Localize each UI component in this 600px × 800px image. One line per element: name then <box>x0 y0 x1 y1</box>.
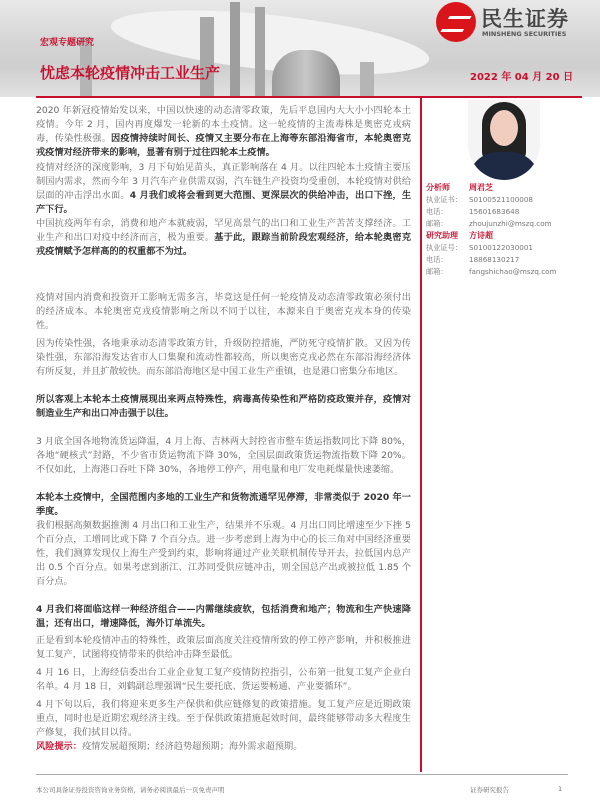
assistant-email[interactable]: fangshichao@mszq.com <box>469 267 557 276</box>
paragraph: 正是看到本轮疫情冲击的特殊性，政策层面高度关注疫情所致的停工停产影响，并积极推进复工复产，试图将疫情带来的供给冲击降至最低。 <box>36 635 411 660</box>
column-divider <box>420 97 422 772</box>
paragraph: 3 月底全国各地物流货运降温，4 月上海、吉林两大封控省市整车货运指数同比下降 80%，各地“硬核式”封路，不少省市货运物流下降 30%，全国层面政策货运物流指数下降 20%。不仅如此，上海港口吞吐下降 30%，各地停工停产，用电量和电厂发电耗煤量快速萎缩。 <box>36 436 411 475</box>
footer-divider <box>36 774 568 775</box>
page-number: 1 <box>558 785 563 793</box>
paragraph: 因为传染性强，各地秉承动态清零政策方针，升级防控措施，严防死守疫情扩散。又因为传染性强，东部沿海发达省市人口集聚和流动性都较高，所以奥密克戎必然在东部沿海经济体有所反复，并且扩散较快。而东部沿海地区是中国工业生产重镇，也是港口密集分布地区。 <box>36 338 411 377</box>
footer-disclaimer: 本公司具备证券投资咨询业务资格，请务必阅读最后一页免责声明 <box>36 786 225 794</box>
logo-english: MINSHENG SECURITIES <box>482 30 567 38</box>
analyst-email[interactable]: zhoujunzhi@mszq.com <box>469 219 552 228</box>
analyst-info: 分析师 周君芝 执业证书： S0100521100008 电话： 15601683648 邮箱： zhoujunzhi@mszq.com 研究助理 方诗超 执业证号： S0100122030001 电话： 18868130217 邮箱： fangshichao@mszq.com <box>426 183 557 276</box>
paragraph: 4 月下旬以后，我们将迎来更多生产保供和供应链修复的政策措施。复工复产应是近期政策重点，同时也是近期宏观经济主线。至于保供政策措施起效时间，最终能够带动多大程度生产修复，我们拭目以待。 <box>36 699 411 738</box>
report-category: 宏观专题研究 <box>40 38 95 48</box>
paragraph: 疫情对国内消费和投资开工影响无需多言，毕竟这是任何一轮疫情及动态清零政策必须付出的经济成本。本轮奥密克戎疫情影响之所以不同于以往，本源来自于奥密克戎本身的传染性。 <box>36 292 411 331</box>
banner-building <box>255 7 265 97</box>
banner-building <box>200 17 214 97</box>
header-divider <box>36 96 582 98</box>
analyst-photo <box>468 100 540 180</box>
paragraph: 中国抗疫两年有余，消费和地产本就疲弱，罕见高景气的出口和工业生产苦苦支撑经济。工业生产和出口对疫中经济而言，极为重要。基于此，跟踪当前阶段宏观经济，给本轮奥密克戎疫情赋予怎样高的的权重都不为过。 <box>36 218 412 257</box>
banner-building <box>360 62 374 97</box>
paragraph: 4 月 16 日，上海经信委出台工业企业复工复产疫情防控指引，公布第一批复工复产企业白名单。4 月 18 日，刘鹤副总理强调“民生要托底、货运要畅通、产业要循环”。 <box>36 667 411 692</box>
paragraph: 疫情对经济的深度影响，3 月下旬始见苗头，真正影响落在 4 月。以往四轮本土疫情主要压制国内需求，然而今年 3 月汽车产业供需双弱，汽车链生产投资均受重创，本轮疫情对供给层面的冲击浮出水面。4 月我们或将会看到更大范围、更深层次的供给冲击，出口下挫，生产下行。 <box>36 162 412 215</box>
paragraph: 4 月我们将面临这样一种经济组合——内需继续疲软，包括消费和地产；物流和生产快速降温；还有出口，增速降低，海外订单流失。 <box>36 604 411 629</box>
paragraph: 2020 年新冠疫情始发以来，中国以快速的动态清零政策，先后平息国内大大小小四轮本土疫情。今年 2 月，国内再度爆发一轮新的本土疫情。这一轮疫情的主流毒株是奥密克戎病毒，传染性极强。因疫情持续时间长、疫情又主要分布在上海等东部沿海省市，本轮奥密克戎疫情对经济带来的影响，显著有别于过往四轮本土疫情。 <box>36 105 412 158</box>
banner-building <box>230 2 240 97</box>
report-title: 忧虑本轮疫情冲击工业生产 <box>40 64 221 82</box>
minsheng-logo-icon <box>436 2 476 42</box>
report-date: 2022 年 04 月 20 日 <box>470 72 574 83</box>
risk-warning: 风险提示：疫情发展超预期；经济趋势超预期；海外需求超预期。 <box>36 741 303 752</box>
header-banner <box>0 0 600 97</box>
paragraph: 本轮本土疫情中，全国范围内多地的工业生产和货物流通罕见停滞，非常类似于 2020 年一季度。 <box>36 492 411 517</box>
paragraph: 所以客观上本轮本土疫情展现出来两点特殊性，病毒高传染性和严格防疫政策并存，疫情对制造业生产和出口冲击强于以往。 <box>36 394 411 419</box>
logo-name: 民生证券 <box>481 7 569 31</box>
footer-report-type: 证券研究报告 <box>470 786 509 794</box>
banner-tower <box>272 50 340 97</box>
paragraph: 我们根据高频数据推测 4 月出口和工业生产，结果并不乐观。4 月出口同比增速至少下挫 5 个百分点，工增同比或下降 7 个百分点。进一步考虑到上海为中心的长三角对中国经济重要性，我们测算发现仅上海生产受到约束，影响将通过产业关联机制传导开去，拉低国内总产出 0.5 个百分点。如果考虑到浙江、江苏同受供应链冲击，则全国总产出或被拉低 1.85 个百分点。 <box>36 520 411 587</box>
